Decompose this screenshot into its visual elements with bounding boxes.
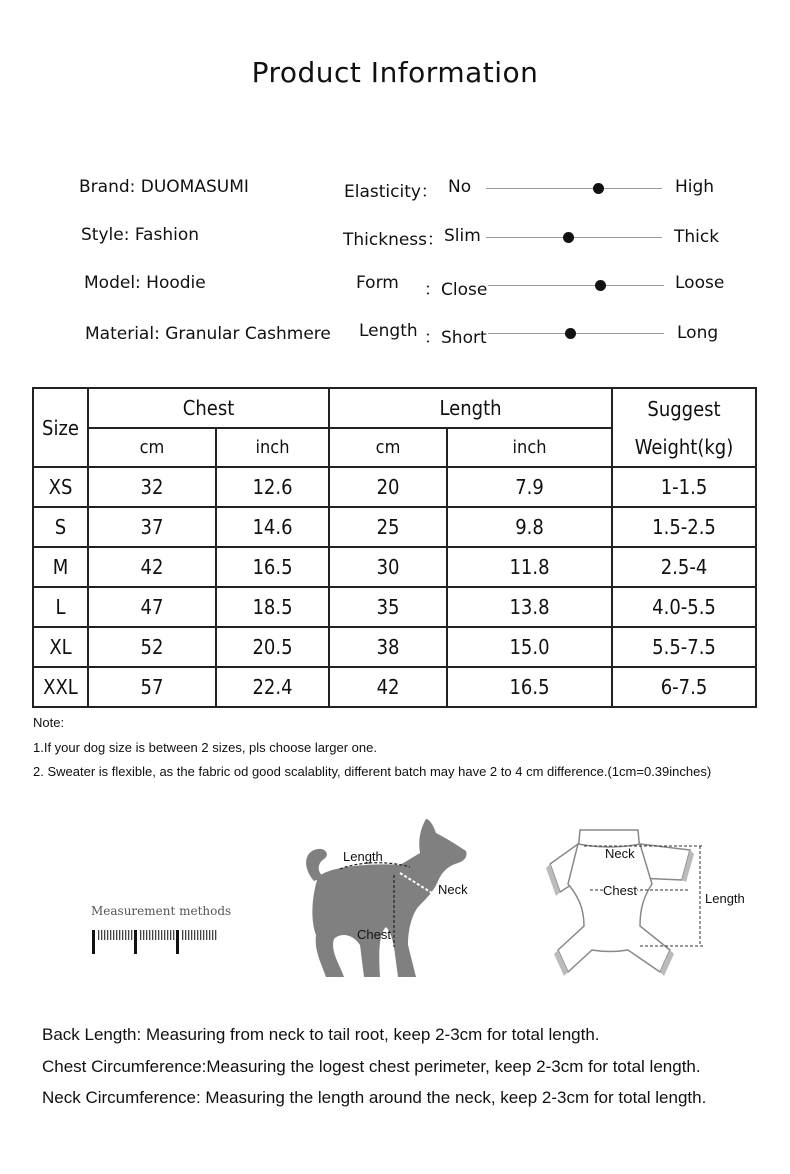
size-cell: S [33,507,88,547]
page-title: Product Information [251,56,539,89]
length-inch-cell: 9.8 [447,507,612,547]
scale-marker [595,280,606,291]
weight-header-bottom: Weight(kg) [612,428,756,467]
dog-neck-label: Neck [438,882,468,897]
length-header: Length [329,388,612,428]
garment-length-label: Length [705,891,745,906]
table-row [33,667,756,707]
ruler-label: Measurement methods [91,904,232,918]
length-inch-cell: 13.8 [447,587,612,627]
note-heading: Note: [33,715,65,730]
chest-cm-cell: 52 [88,627,216,667]
chest-cm-header: cm [88,428,216,467]
scale-high: Long [677,323,719,343]
length-cm-header: cm [329,428,447,467]
model-label: Model: Hoodie [84,273,206,293]
size-cell: XXL [33,667,88,707]
ruler-icon [88,924,223,958]
chest-cm-cell: 47 [88,587,216,627]
scale-name: Length [359,321,418,341]
scale-name: Elasticity： [344,182,438,202]
scale-marker [593,183,604,194]
chest-inch-cell: 18.5 [216,587,329,627]
length-cm-cell: 42 [329,667,447,707]
weight-cell: 2.5-4 [612,547,756,587]
weight-cell: 1-1.5 [612,467,756,507]
chest-cm-cell: 42 [88,547,216,587]
note-line-1: 1.If your dog size is between 2 sizes, pls choose larger one. [33,740,377,755]
scale-low: No [448,177,472,197]
brand-label: Brand: DUOMASUMI [79,177,249,197]
scale-low: Slim [444,226,481,246]
chest-inch-cell: 14.6 [216,507,329,547]
length-cm-cell: 25 [329,507,447,547]
dog-silhouette-icon [300,815,480,985]
weight-cell: 4.0-5.5 [612,587,756,627]
size-chart-table [32,387,757,708]
back-length-method: Back Length: Measuring from neck to tail root, keep 2-3cm for total length. [42,1025,600,1044]
chest-cm-cell: 32 [88,467,216,507]
length-cm-cell: 38 [329,627,447,667]
length-inch-cell: 7.9 [447,467,612,507]
scale-track [488,285,664,286]
scale-high: Loose [675,273,725,293]
size-cell: XS [33,467,88,507]
length-inch-cell: 15.0 [447,627,612,667]
scale-marker [565,328,576,339]
scale-name: Form [356,273,399,293]
table-row [33,467,756,507]
weight-header-top: Suggest [612,388,756,428]
length-cm-cell: 35 [329,587,447,627]
note-line-2: 2. Sweater is flexible, as the fabric od good scalablity, different batch may have 2 to 4 cm difference.(1cm=0.39inches) [33,764,712,779]
table-row [33,627,756,667]
chest-method: Chest Circumference:Measuring the logest chest perimeter, keep 2-3cm for total length. [42,1057,701,1076]
style-label: Style: Fashion [81,225,199,245]
weight-cell: 1.5-2.5 [612,507,756,547]
chest-cm-cell: 57 [88,667,216,707]
weight-cell: 5.5-7.5 [612,627,756,667]
chest-inch-cell: 12.6 [216,467,329,507]
scale-high: Thick [674,227,720,247]
size-cell: L [33,587,88,627]
length-inch-cell: 16.5 [447,667,612,707]
dog-chest-label: Chest [357,927,391,942]
size-cell: XL [33,627,88,667]
length-inch-header: inch [447,428,612,467]
scale-marker [563,232,574,243]
chest-inch-cell: 20.5 [216,627,329,667]
chest-inch-cell: 22.4 [216,667,329,707]
table-row [33,587,756,627]
scale-low: ：Close [424,280,488,300]
length-cm-cell: 20 [329,467,447,507]
scale-track [486,188,662,189]
length-cm-cell: 30 [329,547,447,587]
chest-inch-header: inch [216,428,329,467]
chest-inch-cell: 16.5 [216,547,329,587]
size-cell: M [33,547,88,587]
garment-neck-label: Neck [605,846,635,861]
scale-name: Thickness： [343,230,445,250]
chest-cm-cell: 37 [88,507,216,547]
weight-cell: 6-7.5 [612,667,756,707]
size-header: Size [33,388,88,467]
chest-header: Chest [88,388,329,428]
table-row [33,547,756,587]
material-label: Material: Granular Cashmere [85,324,331,344]
neck-method: Neck Circumference: Measuring the length around the neck, keep 2-3cm for total length. [42,1088,707,1107]
garment-chest-label: Chest [603,883,637,898]
scale-low: ：Short [424,328,487,348]
dog-length-label: Length [343,849,383,864]
length-inch-cell: 11.8 [447,547,612,587]
scale-high: High [675,177,715,197]
table-row [33,507,756,547]
